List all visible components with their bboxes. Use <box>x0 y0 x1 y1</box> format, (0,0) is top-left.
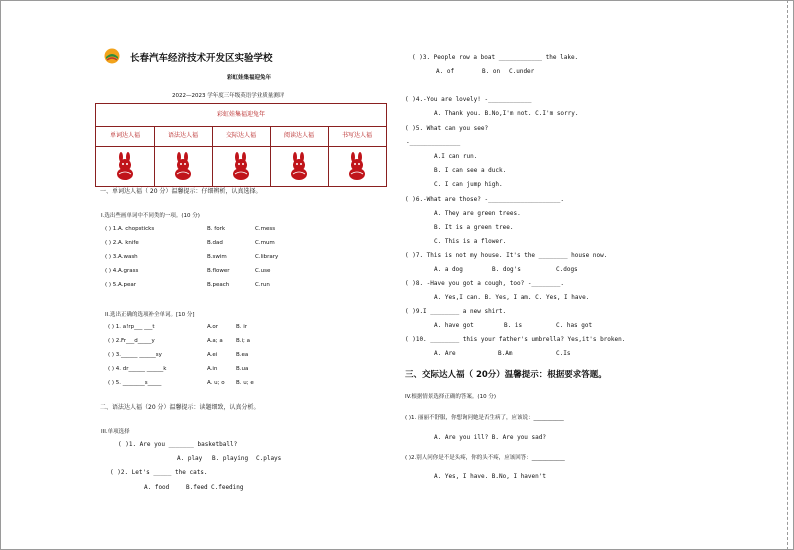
p1-q3-c: C.library <box>255 254 279 260</box>
p1-q4[interactable]: ( ) 4.A.grass <box>105 268 139 274</box>
p1-q1-c: C.mess <box>255 226 276 232</box>
r-q6[interactable]: ( )6.-What are those? -____________________. <box>405 196 564 203</box>
p2-q1-b: B. ir <box>236 324 248 330</box>
award-cell <box>154 146 213 186</box>
r-q10-c: C.Is <box>556 350 571 357</box>
award-col-reading: 阅读达人福 <box>270 126 329 147</box>
s2-q2[interactable]: ( )2. Let's _____ the cats. <box>110 469 208 476</box>
r-q3-b: B. on <box>482 68 501 75</box>
s2-q1[interactable]: ( )1. Are you _______ basketball? <box>118 441 238 448</box>
part4-title: IV.根据情景选择正确的答案。(10 分) <box>405 394 496 400</box>
p2-q1[interactable]: ( ) 1. a!rp___ ___t <box>108 324 155 330</box>
rabbit-paper-cut-icon <box>347 152 367 180</box>
exam-title: 2022—2023 学年度三年级英语学业质量测评 <box>172 93 285 99</box>
r-q5[interactable]: ( )5. What can you see? <box>405 125 489 132</box>
r-q5-c: C. I can jump high. <box>434 181 503 188</box>
r-q9-c: C. has got <box>556 322 593 329</box>
p1-q1[interactable]: ( ) 1.A. chopsticks <box>105 226 155 232</box>
r-q3-a: A. of <box>436 68 455 75</box>
p2-q5-b: B. u; e <box>236 380 254 386</box>
r-q7[interactable]: ( )7. This is not my house. It's the ________ house now. <box>405 252 608 259</box>
r-q4[interactable]: ( )4.-You are lovely! -____________ <box>405 96 532 103</box>
s2-q2-a: A. food <box>144 484 170 491</box>
award-col-communication: 交际达人福 <box>212 126 271 147</box>
award-cell <box>270 146 329 186</box>
r-q9-b: B. is <box>504 322 523 329</box>
p2-q2[interactable]: ( ) 2.Fr___d_____y <box>108 338 155 344</box>
r-q10[interactable]: ( )10. ________ this your father's umbrella? Yes,it's broken. <box>405 336 626 343</box>
s3-q1[interactable]: ( )1. 丽丽不舒服，你想询问她是否生病了，应该说：___________ <box>405 415 564 421</box>
p1-q1-b: B. fork <box>207 226 226 232</box>
rabbit-paper-cut-icon <box>289 152 309 180</box>
s2-q1-c: C.plays <box>256 455 282 462</box>
part2-title: II.选出正确的选项补全单词。[10 分] <box>105 312 195 318</box>
p1-q2-c: C.mum <box>255 240 275 246</box>
r-q6-b: B. It is a green tree. <box>434 224 514 231</box>
s2-q1-b: B. playing <box>212 455 249 462</box>
s3-q2-opts: A. Yes, I have. B.No, I haven't <box>434 473 546 480</box>
p2-q3-a: A.ei <box>207 352 218 358</box>
r-q7-b: B. dog's <box>492 266 521 273</box>
p2-q3-b: B.ea <box>236 352 249 358</box>
p2-q5[interactable]: ( ) 5. ________s_____ <box>108 380 162 386</box>
award-cell <box>328 146 386 186</box>
school-logo-icon <box>104 48 120 64</box>
p2-q5-a: A. u; o <box>207 380 225 386</box>
s2-q1-a: A. play <box>177 455 203 462</box>
r-q9[interactable]: ( )9.I ________ a new shirt. <box>405 308 507 315</box>
r-q7-c: C.dogs <box>556 266 578 273</box>
r-q4-opts: A. Thank you. B.No,I'm not. C.I'm sorry. <box>434 110 579 117</box>
p2-q4-b: B.ua <box>236 366 249 372</box>
p1-q3-b: B.swim <box>207 254 227 260</box>
r-q3[interactable]: ( )3. People row a boat ____________ the lake. <box>412 54 579 61</box>
r-q10-b: B.Am <box>498 350 513 357</box>
p1-q2[interactable]: ( ) 2.A. knife <box>105 240 139 246</box>
p1-q4-b: B.flower <box>207 268 230 274</box>
rabbit-paper-cut-icon <box>173 152 193 180</box>
section3-heading: 三、交际达人福（ 20分）温馨提示：根据要求答题。 <box>405 370 607 380</box>
subtitle: 彩虹娃集福迎兔年 <box>227 75 272 81</box>
school-name: 长春汽车经济技术开发区实验学校 <box>130 53 273 64</box>
r-q7-a: A. a dog <box>434 266 463 273</box>
p1-q5-b: B.peach <box>207 282 230 288</box>
p2-q4-a: A.in <box>207 366 218 372</box>
p1-q4-c: C.use <box>255 268 271 274</box>
award-table <box>95 103 387 187</box>
s2-q2-b: B.feed <box>186 484 208 491</box>
rabbit-paper-cut-icon <box>231 152 251 180</box>
section2-heading: 二、语法达人福（20 分）温馨提示：读题细致，认真分析。 <box>100 404 260 411</box>
r-q5-b: B. I can see a duck. <box>434 167 507 174</box>
r-q5-a: A.I can run. <box>434 153 478 160</box>
award-cell <box>212 146 271 186</box>
r-q6-c: C. This is a flower. <box>434 238 507 245</box>
p2-q4[interactable]: ( ) 4. dr______ ______k <box>108 366 167 372</box>
award-cell <box>96 146 155 186</box>
p1-q3[interactable]: ( ) 3.A.wash <box>105 254 138 260</box>
p2-q2-b: B.i; a <box>236 338 251 344</box>
p1-q5-c: C.run <box>255 282 270 288</box>
p1-q2-b: B.dad <box>207 240 223 246</box>
s3-q1-opts: A. Are you ill? B. Are you sad? <box>434 434 546 441</box>
part1-title: I.选出些画单词中不同类的一项。(10 分) <box>101 213 200 219</box>
r-q8-opts: A. Yes,I can. B. Yes, I am. C. Yes, I have. <box>434 294 590 301</box>
p2-q1-a: A.or <box>207 324 219 330</box>
r-q10-a: A. Are <box>434 350 456 357</box>
r-q5-blank[interactable]: -______________ <box>406 139 461 146</box>
r-q6-a: A. They are green trees. <box>434 210 521 217</box>
s2-q2-c: C.feeding <box>211 484 244 491</box>
p2-q3[interactable]: ( ) 3.______ ______sy <box>108 352 162 358</box>
s3-q2[interactable]: ( )2.别人问你是不是头疼，你的头不疼，应该回答：____________ <box>405 455 565 461</box>
r-q8[interactable]: ( )8. -Have you got a cough, too? -________. <box>405 280 564 287</box>
p1-q5[interactable]: ( ) 5.A.pear <box>105 282 136 288</box>
award-col-writing: 书写达人福 <box>328 126 386 147</box>
section1-heading: 一、单词达人福（ 20 分）温馨提示：仔细辨析，认真选择。 <box>100 188 262 195</box>
award-table-title: 彩虹娃集福迎兔年 <box>96 104 386 127</box>
r-q9-a: A. have got <box>434 322 474 329</box>
cut-line <box>787 0 788 550</box>
award-col-vocabulary: 单词达人福 <box>96 126 155 147</box>
part3-title: III.单项选择 <box>101 429 130 435</box>
p2-q2-a: A.a; a <box>207 338 223 344</box>
award-col-grammar: 语法达人福 <box>154 126 213 147</box>
r-q3-c: C.under <box>509 68 535 75</box>
rabbit-paper-cut-icon <box>115 152 135 180</box>
